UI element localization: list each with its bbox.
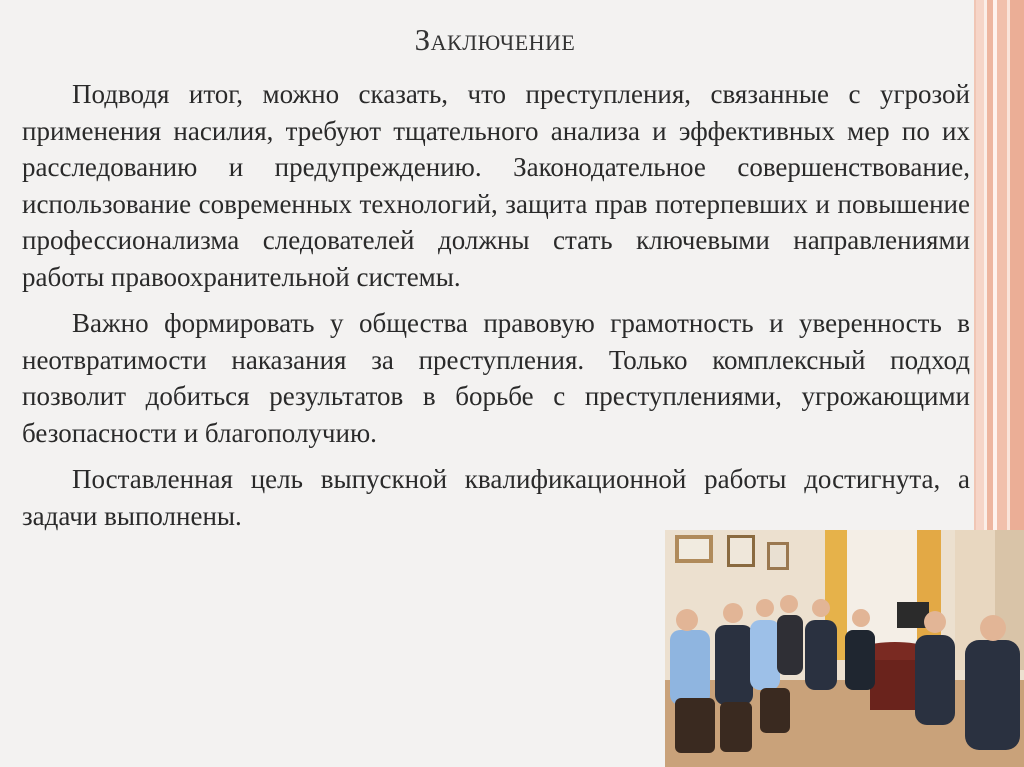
slide-title: Заключение: [414, 22, 576, 57]
meeting-photo: [665, 530, 1024, 767]
paragraph-3: Поставленная цель выпускной квалификационной работы достигнута, а задачи выполнены.: [22, 464, 970, 531]
paragraph-1: Подводя итог, можно сказать, что преступления, связанные с угрозой применения насилия, требуют тщательного анализа и эффективных мер по их расследованию и предупреждению. Законодательное совершенствование, использование современных технологий, защита прав потерпевших и повышение профессионализма следователей должны стать ключевыми направлениями работы правоохранительной системы.: [22, 79, 970, 292]
paragraph-2: Важно формировать у общества правовую грамотность и уверенность в неотвратимости наказания за преступления. Только комплексный подход позволит добиться результатов в борьбе с преступлениями, угрожающими безопасности и благополучию.: [22, 308, 970, 448]
slide-body: [22, 76, 970, 544]
